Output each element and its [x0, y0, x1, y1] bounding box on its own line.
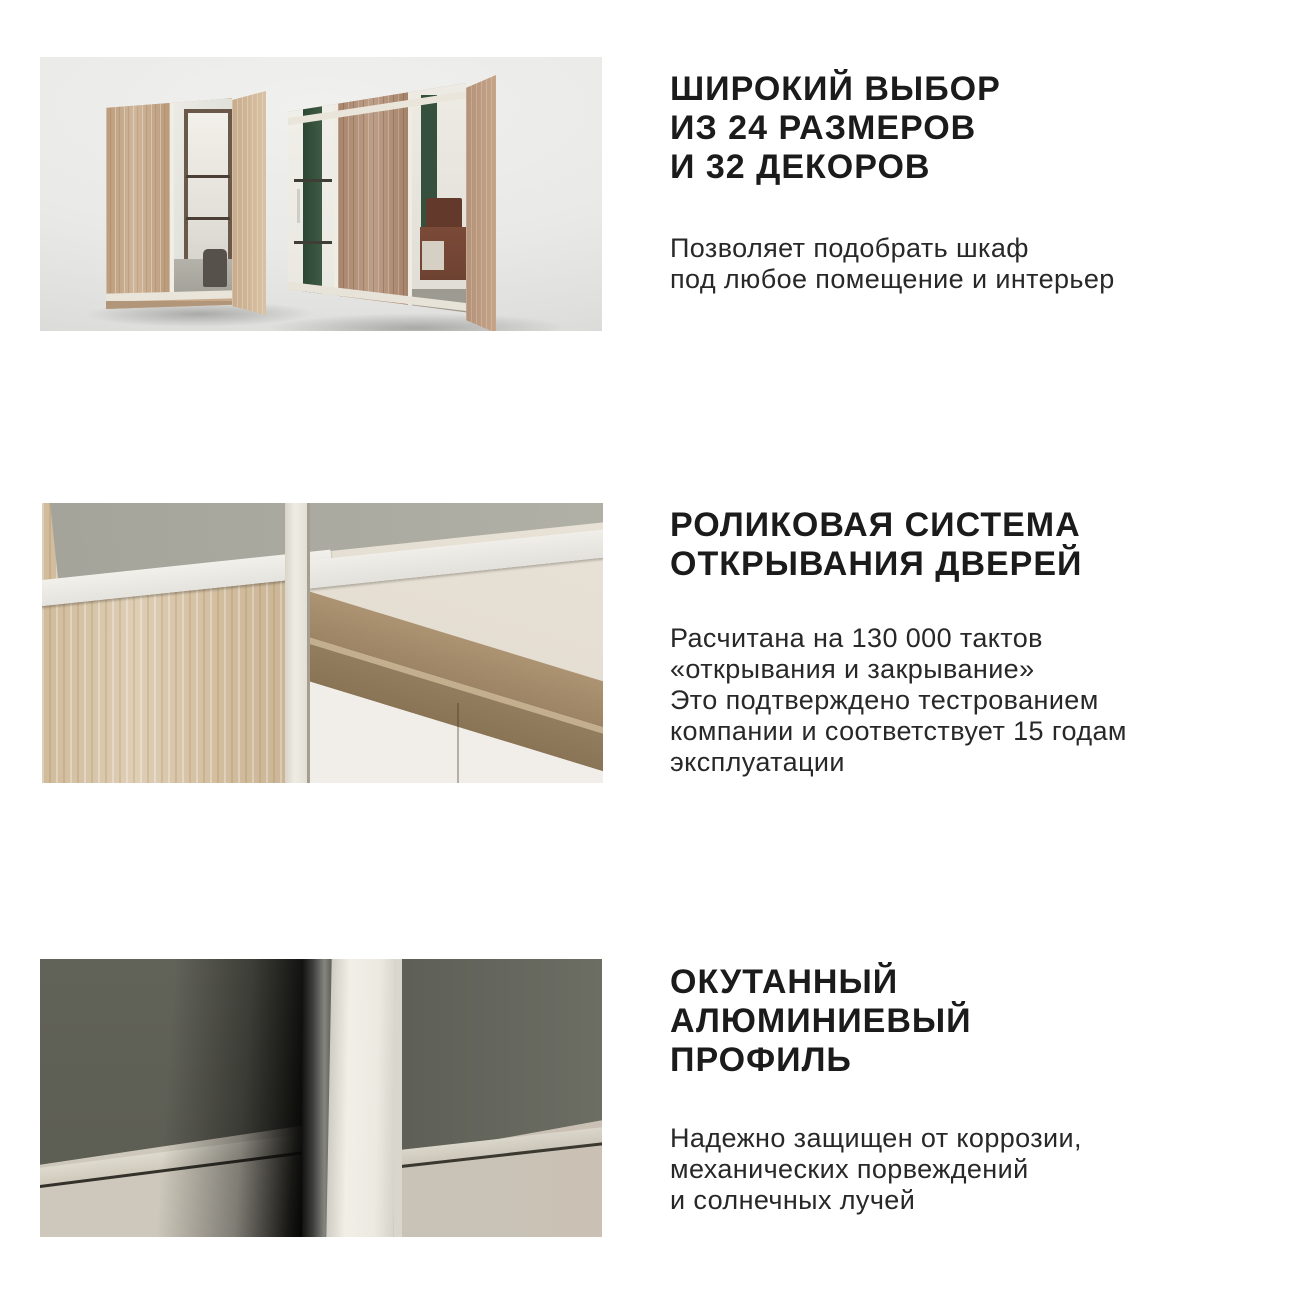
body-line: и солнечных лучей [670, 1185, 916, 1215]
wardrobe-left-side-panel [232, 91, 266, 315]
body-line: Это подтверждено тестрованием [670, 685, 1099, 715]
title-line: ШИРОКИЙ ВЫБОР [670, 70, 1001, 108]
title-line: ИЗ 24 РАЗМЕРОВ [670, 109, 977, 147]
reflection-beam-seam [457, 703, 459, 783]
roller-track-photo [42, 503, 603, 783]
left-graphite-door [40, 959, 302, 1237]
section-title-roller-system [670, 506, 1082, 584]
aluminium-profile-photo [40, 959, 602, 1237]
title-line: И 32 ДЕКОРОВ [670, 148, 931, 186]
wardrobe-left-front [106, 95, 232, 309]
wardrobe-right [288, 83, 516, 331]
reflection-bar [294, 241, 332, 244]
mirror-reflection-green-door [303, 100, 322, 306]
body-line: Расчитана на 130 000 тактов [670, 623, 1043, 653]
title-line: ПРОФИЛЬ [670, 1041, 852, 1079]
white-aluminium-profile [326, 959, 399, 1237]
body-line: Позволяет подобрать шкаф [670, 233, 1029, 263]
wardrobe-right-front [288, 83, 466, 323]
wardrobe-left-base [106, 301, 232, 309]
body-line: под любое помещение и интерьер [670, 264, 1115, 294]
title-line: АЛЮМИНИЕВЫЙ [670, 1002, 972, 1040]
section-body-aluminium-profile [670, 1123, 1082, 1216]
wardrobe-left-wood-door [106, 99, 170, 295]
body-line: компании и соответствует 15 годам [670, 716, 1127, 746]
title-line: ОКУТАННЫЙ [670, 963, 899, 1001]
body-line: Надежно защищен от коррозии, [670, 1123, 1082, 1153]
section-title-wide-choice [670, 70, 1001, 187]
title-line: ОТКРЫВАНИЯ ДВЕРЕЙ [670, 545, 1083, 583]
right-graphite-door [394, 959, 602, 1237]
mirror-reflection-chair [203, 249, 227, 287]
mirror-reflection-door-frame [184, 109, 232, 265]
mirror-reflection-throw [422, 241, 444, 270]
door-divider-profile [285, 503, 310, 783]
reflection-door-bar [186, 217, 230, 220]
wardrobe-right-wood-door [338, 83, 408, 323]
reflection-handle [297, 189, 300, 223]
body-line: эксплуатации [670, 747, 845, 777]
wardrobe-left-mirror-door [174, 99, 232, 295]
profile-edge-sliver [394, 959, 402, 1237]
section-body-wide-choice [670, 233, 1115, 295]
reflection-bar [294, 179, 332, 182]
section-body-roller-system [670, 623, 1127, 778]
title-line: РОЛИКОВАЯ СИСТЕМА [670, 506, 1081, 544]
reflection-door-bar [186, 175, 230, 178]
body-line: «открывания и закрывание» [670, 654, 1035, 684]
section-title-aluminium-profile [670, 963, 972, 1080]
shadow-overlay [40, 959, 302, 1237]
wardrobe-right-side-panel [466, 75, 496, 331]
body-line: механических порвеждений [670, 1154, 1029, 1184]
wardrobes-photo [40, 57, 602, 331]
wardrobe-left [106, 93, 298, 319]
wardrobe-right-mirror-door-2 [412, 83, 466, 323]
